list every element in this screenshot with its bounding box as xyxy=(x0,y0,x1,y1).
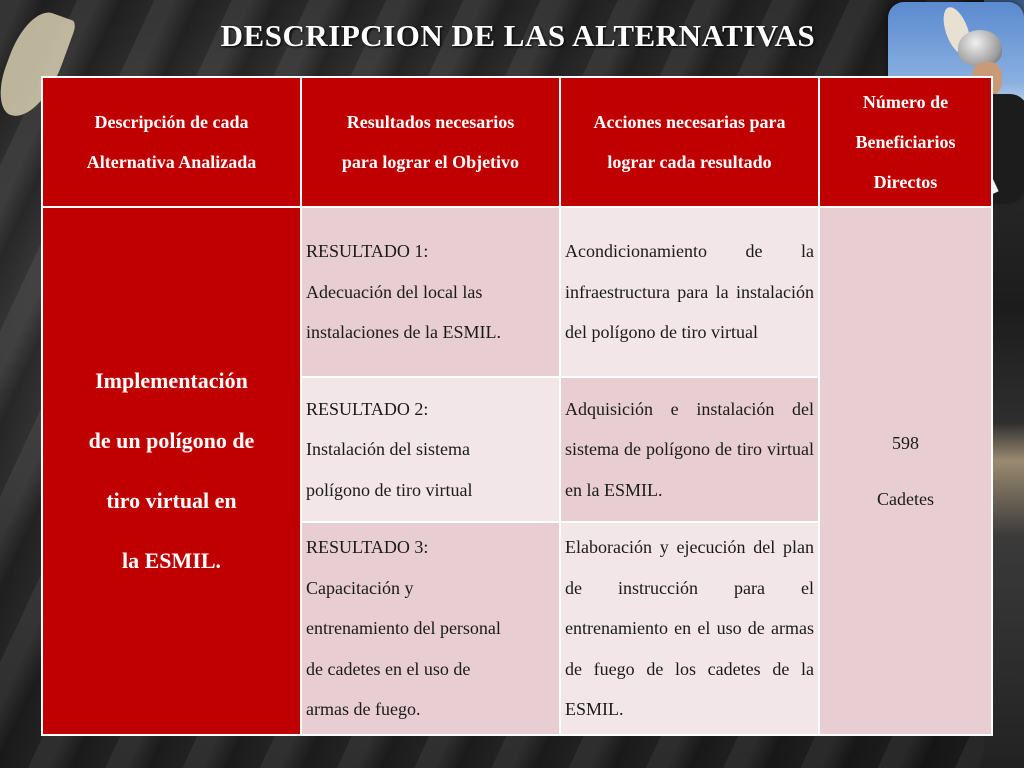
header-beneficiaries-line: Número de xyxy=(862,92,949,112)
result-line: Adecuación del local las xyxy=(306,281,483,302)
result-line: polígono de tiro virtual xyxy=(306,479,473,500)
header-actions-line: lograr cada resultado xyxy=(607,152,772,172)
header-actions xyxy=(560,77,819,207)
alternative-line: tiro virtual en xyxy=(106,488,237,513)
header-results xyxy=(301,77,560,207)
beneficiaries-count: 598 xyxy=(892,433,919,453)
alternative-description xyxy=(42,207,301,735)
action-3: Elaboración y ejecución del plan de instrucción para el entrenamiento en el uso de armas de fuego de los cadetes de la ESMIL. xyxy=(560,522,819,735)
slide-title: DESCRIPCION DE LAS ALTERNATIVAS xyxy=(220,18,816,53)
header-description-line: Alternativa Analizada xyxy=(86,152,257,172)
table-row xyxy=(42,207,992,377)
header-beneficiaries xyxy=(819,77,992,207)
beneficiaries-cell xyxy=(819,207,992,735)
header-beneficiaries-line: Beneficiarios xyxy=(855,132,956,152)
header-actions-line: Acciones necesarias para xyxy=(593,112,786,132)
result-line: de cadetes en el uso de xyxy=(306,658,471,679)
alternatives-table xyxy=(41,76,993,736)
result-line: armas de fuego. xyxy=(306,699,421,720)
table-header-row xyxy=(42,77,992,207)
result-line: RESULTADO 1: xyxy=(306,241,429,262)
result-line: Capacitación y xyxy=(306,577,414,598)
result-2 xyxy=(301,377,560,522)
result-line: RESULTADO 3: xyxy=(306,537,429,558)
header-description-line: Descripción de cada xyxy=(94,112,249,132)
action-1: Acondicionamiento de la infraestructura para la instalación del polígono de tiro virtual xyxy=(560,207,819,377)
header-results-line: Resultados necesarios xyxy=(346,112,515,132)
action-2: Adquisición e instalación del sistema de polígono de tiro virtual en la ESMIL. xyxy=(560,377,819,522)
result-1 xyxy=(301,207,560,377)
alternative-line: la ESMIL. xyxy=(121,548,222,573)
header-description xyxy=(42,77,301,207)
alternative-line: de un polígono de xyxy=(88,428,255,453)
result-line: entrenamiento del personal xyxy=(306,618,501,639)
result-line: RESULTADO 2: xyxy=(306,398,429,419)
header-beneficiaries-line: Directos xyxy=(873,172,938,192)
header-results-line: para lograr el Objetivo xyxy=(341,152,520,172)
alternative-line: Implementación xyxy=(95,368,248,393)
beneficiaries-label: Cadetes xyxy=(877,489,934,509)
result-3 xyxy=(301,522,560,735)
result-line: instalaciones de la ESMIL. xyxy=(306,322,501,343)
result-line: Instalación del sistema xyxy=(306,439,470,460)
